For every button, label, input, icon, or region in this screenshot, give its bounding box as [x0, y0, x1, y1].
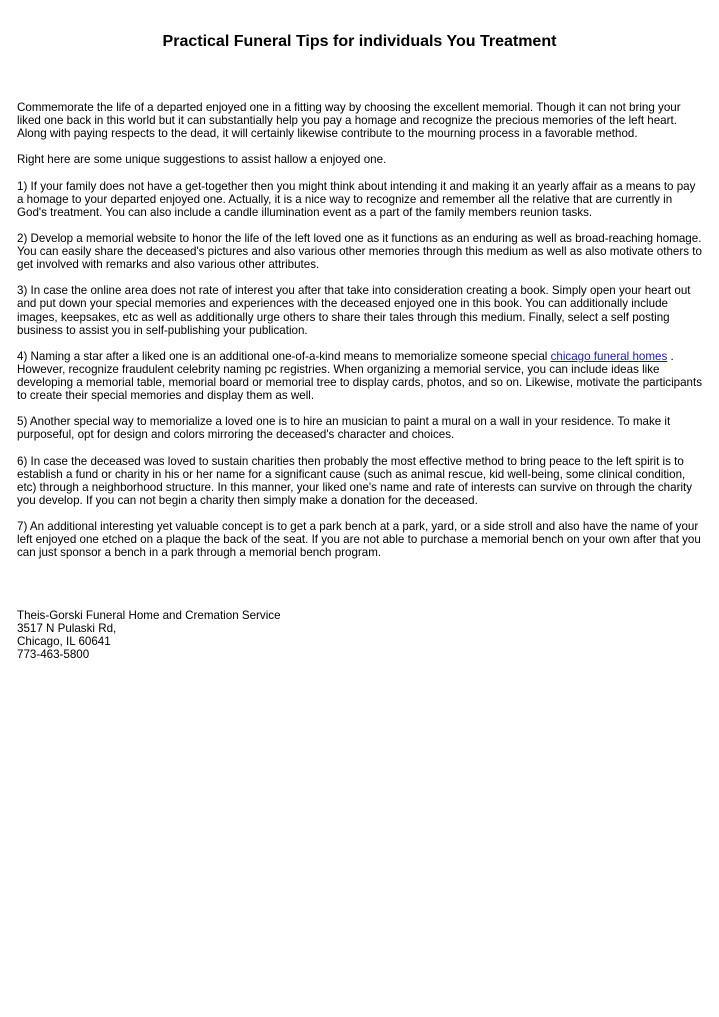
page-title: Practical Funeral Tips for individuals You Treatment	[162, 33, 557, 50]
tip-4-text-after: . However, recognize fraudulent celebrity naming pc registries. When organizing a memorial service, you can include ideas like developing a memorial table, memorial board or memorial tree to display cards, photos, and so on. Likewise, motivate the participants to create their special memories and display them as well.	[17, 349, 703, 403]
tip-3-paragraph: 3) In case the online area does not rate of interest you after that take into consideration creating a book. Simply open your heart out and put down your special memories and experiences with the deceased enjoyed one in this book. You can additionally include images, keepsakes, etc as well as additionally urge others to share their tales through this medium. Finally, select a self posting business to assist you in self-publishing your publication.	[17, 284, 691, 337]
tip-5-paragraph: 5) Another special way to memorialize a loved one is to hire an musician to paint a mural on a wall in your residence. To make it purposeful, opt for design and colors mirroring the deceased's character and choices.	[17, 415, 671, 442]
business-name: Theis-Gorski Funeral Home and Cremation Service	[17, 609, 281, 622]
phone-number: 773-463-5800	[17, 648, 90, 662]
tip-2-paragraph: 2) Develop a memorial website to honor the life of the left loved one as it functions as an enduring as well as broad-reaching homage. You can easily share the deceased's pictures and also various other memories through this medium as well as also motivate others to get involved with remarks and also various other attributes.	[17, 231, 702, 272]
article-body	[17, 101, 705, 572]
street-address: 3517 N Pulaski Rd,	[17, 622, 117, 636]
city-state-zip: Chicago, IL 60641	[17, 635, 111, 649]
tip-1-paragraph: 1) If your family does not have a get-together then you might think about intending it and making it an yearly affair as a means to pay a homage to your departed enjoyed one. Actually, it is a nice way to recognize and remember all the relative that are currently in God's treatment. You can also include a candle illumination event as a part of the family members reunion tasks.	[17, 179, 696, 219]
tip-4-paragraph	[17, 350, 705, 402]
tip-4-text-before: 4) Naming a star after a liked one is an additional one-of-a-kind means to memorialize someone special	[17, 349, 551, 363]
business-address-block	[17, 609, 517, 661]
intro-paragraph: Commemorate the life of a departed enjoyed one in a fitting way by choosing the excellent memorial. Though it can not bring your liked one back in this world but it can substantially help you pay a homage and recognize the precious memories of the left heart. Along with paying respects to the dead, it will certainly likewise contribute to the mourning process in a favorable method.	[17, 101, 681, 141]
lead-paragraph: Right here are some unique suggestions to assist hallow a enjoyed one.	[17, 153, 387, 167]
tip-7-paragraph: 7) An additional interesting yet valuable concept is to get a park bench at a park, yard, or a side stroll and also have the name of your left enjoyed one etched on a plaque the back of the seat. If you are not able to purchase a memorial bench on your own after that you can just sponsor a bench in a park through a memorial bench program.	[17, 520, 701, 560]
chicago-funeral-homes-link[interactable]: chicago funeral homes	[550, 349, 668, 363]
tip-6-paragraph: 6) In case the deceased was loved to sustain charities then probably the most effective method to bring peace to the left spirit is to establish a fund or charity in his or her name for a significant cause (such as animal rescue, kid well-being, some clinical condition, etc) through a neighborhood structure. In this manner, your liked one's name and rate of interests can survive on through the charity you develop. If you can not begin a charity then simply make a donation for the deceased.	[17, 454, 693, 507]
